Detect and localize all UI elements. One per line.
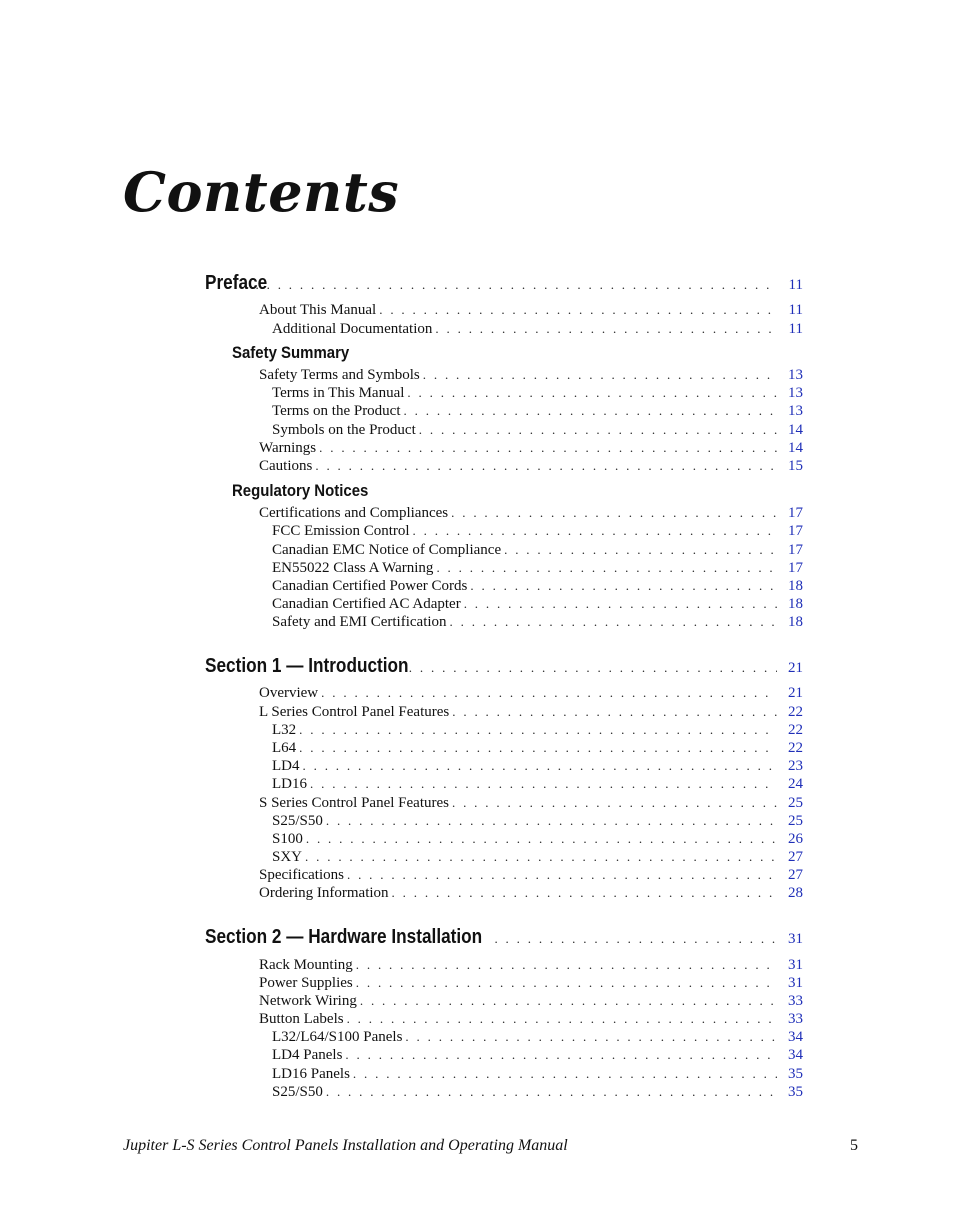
toc-subheading-regulatory-notices: Regulatory Notices bbox=[232, 481, 369, 500]
toc-entry[interactable] bbox=[272, 613, 803, 631]
toc-entry[interactable] bbox=[259, 884, 803, 902]
toc-entry[interactable] bbox=[272, 830, 803, 848]
dot-leader bbox=[344, 866, 777, 884]
page-link[interactable]: 26 bbox=[788, 831, 803, 847]
toc-label: Cautions bbox=[259, 458, 313, 474]
page-link[interactable]: 25 bbox=[788, 813, 803, 829]
dot-leader bbox=[448, 504, 777, 522]
toc-entry[interactable] bbox=[259, 866, 803, 884]
toc-label: LD4 bbox=[272, 758, 300, 774]
dot-leader bbox=[402, 1028, 777, 1046]
toc-label: Button Labels bbox=[259, 1011, 344, 1027]
dot-leader bbox=[401, 402, 777, 420]
toc-entry[interactable] bbox=[272, 559, 803, 577]
toc-entry[interactable] bbox=[272, 421, 803, 439]
toc-label: S25/S50 bbox=[272, 813, 323, 829]
toc-label: FCC Emission Control bbox=[272, 523, 410, 539]
page-link[interactable]: 27 bbox=[788, 849, 803, 865]
page-link[interactable]: 31 bbox=[788, 957, 803, 973]
toc-entry[interactable] bbox=[272, 320, 803, 338]
toc-label: Safety Terms and Symbols bbox=[259, 367, 420, 383]
toc-entry[interactable] bbox=[259, 457, 803, 475]
toc-label: SXY bbox=[272, 849, 303, 865]
dot-leader bbox=[501, 541, 777, 559]
page-link[interactable]: 33 bbox=[788, 993, 803, 1009]
page-link[interactable]: 11 bbox=[788, 321, 803, 337]
toc-label: Section 1 — Introduction bbox=[205, 657, 409, 677]
page-link[interactable]: 21 bbox=[788, 660, 803, 676]
toc-label: Rack Mounting bbox=[259, 957, 353, 973]
page-link[interactable]: 18 bbox=[788, 596, 803, 612]
toc-label: L32/L64/S100 Panels bbox=[272, 1029, 403, 1045]
toc-entry[interactable] bbox=[259, 703, 803, 721]
toc-entry[interactable] bbox=[272, 384, 803, 402]
toc-label: S100 bbox=[272, 831, 303, 847]
toc-entry[interactable] bbox=[272, 757, 803, 775]
dot-leader bbox=[316, 439, 777, 457]
page-link[interactable]: 17 bbox=[788, 542, 803, 558]
page-link[interactable]: 31 bbox=[788, 931, 803, 947]
dot-leader bbox=[323, 812, 777, 830]
page-link[interactable]: 24 bbox=[788, 776, 803, 792]
toc-label: Section 2 — Hardware Installation bbox=[205, 928, 483, 948]
page-link[interactable]: 28 bbox=[788, 885, 803, 901]
toc-entry[interactable] bbox=[272, 1046, 803, 1064]
toc-label: Safety and EMI Certification bbox=[272, 614, 447, 630]
dot-leader bbox=[312, 457, 777, 475]
page-link[interactable]: 21 bbox=[788, 685, 803, 701]
dot-leader bbox=[447, 613, 777, 631]
dot-leader bbox=[432, 320, 777, 338]
page-link[interactable]: 17 bbox=[788, 560, 803, 576]
page-link[interactable]: 15 bbox=[788, 458, 803, 474]
dot-leader bbox=[389, 884, 777, 902]
toc-entry[interactable] bbox=[259, 992, 803, 1010]
footer-page-number: 5 bbox=[850, 1137, 858, 1154]
page-link[interactable]: 35 bbox=[788, 1066, 803, 1082]
page-link[interactable]: 23 bbox=[788, 758, 803, 774]
toc-label: S25/S50 bbox=[272, 1084, 323, 1100]
dot-leader bbox=[342, 1046, 777, 1064]
dot-leader bbox=[376, 301, 777, 319]
toc-label: Certifications and Compliances bbox=[259, 505, 449, 521]
page-link[interactable]: 34 bbox=[788, 1029, 803, 1045]
dot-leader bbox=[296, 739, 777, 757]
page-link[interactable]: 34 bbox=[788, 1047, 803, 1063]
dot-leader bbox=[303, 830, 777, 848]
dot-leader bbox=[318, 684, 777, 702]
toc-heading-preface[interactable] bbox=[205, 274, 803, 294]
toc-label: Canadian EMC Notice of Compliance bbox=[272, 542, 502, 558]
page-link[interactable]: 18 bbox=[788, 614, 803, 630]
toc-subheading-safety-summary: Safety Summary bbox=[232, 343, 350, 362]
dot-leader bbox=[449, 703, 777, 721]
toc-label: S Series Control Panel Features bbox=[259, 795, 449, 811]
page-link[interactable]: 27 bbox=[788, 867, 803, 883]
page-link[interactable]: 13 bbox=[788, 367, 803, 383]
toc-label: Network Wiring bbox=[259, 993, 357, 1009]
page-link[interactable]: 17 bbox=[788, 505, 803, 521]
dot-leader bbox=[461, 595, 777, 613]
toc-label: Terms on the Product bbox=[272, 403, 401, 419]
page-link[interactable]: 33 bbox=[788, 1011, 803, 1027]
page-link[interactable]: 35 bbox=[788, 1084, 803, 1100]
toc-entry[interactable] bbox=[272, 775, 803, 793]
toc-entry[interactable] bbox=[259, 794, 803, 812]
page-link[interactable]: 13 bbox=[788, 403, 803, 419]
dot-leader bbox=[353, 956, 777, 974]
toc-entry[interactable] bbox=[259, 301, 803, 319]
dot-leader bbox=[323, 1083, 777, 1101]
toc-label: Canadian Certified Power Cords bbox=[272, 578, 468, 594]
toc-heading-section-1[interactable] bbox=[205, 657, 803, 677]
dot-leader bbox=[296, 721, 777, 739]
toc-label: L64 bbox=[272, 740, 297, 756]
toc-label: Symbols on the Product bbox=[272, 422, 416, 438]
page-link[interactable]: 11 bbox=[788, 277, 803, 293]
dot-leader bbox=[357, 992, 777, 1010]
toc-entry[interactable] bbox=[259, 504, 803, 522]
toc-label: Preface bbox=[205, 274, 268, 294]
page-link[interactable]: 14 bbox=[788, 440, 803, 456]
toc-label: LD16 bbox=[272, 776, 307, 792]
toc-entry[interactable] bbox=[272, 1083, 803, 1101]
toc-label: Specifications bbox=[259, 867, 344, 883]
dot-leader bbox=[491, 930, 777, 948]
dot-leader bbox=[241, 276, 777, 294]
page-link[interactable]: 13 bbox=[788, 385, 803, 401]
toc-entry[interactable] bbox=[272, 739, 803, 757]
toc-entry[interactable] bbox=[272, 541, 803, 559]
dot-leader bbox=[416, 421, 777, 439]
dot-leader bbox=[433, 559, 777, 577]
dot-leader bbox=[350, 1065, 777, 1083]
page-link[interactable]: 14 bbox=[788, 422, 803, 438]
toc-entry[interactable] bbox=[272, 577, 803, 595]
dot-leader bbox=[300, 757, 778, 775]
page-link[interactable]: 22 bbox=[788, 704, 803, 720]
toc-label: LD4 Panels bbox=[272, 1047, 343, 1063]
toc-entry[interactable] bbox=[259, 684, 803, 702]
page-link[interactable]: 11 bbox=[788, 302, 803, 318]
toc-label: Warnings bbox=[259, 440, 317, 456]
toc-label: Ordering Information bbox=[259, 885, 389, 901]
dot-leader bbox=[353, 974, 777, 992]
page-link[interactable]: 17 bbox=[788, 523, 803, 539]
toc-label: L32 bbox=[272, 722, 297, 738]
dot-leader bbox=[406, 659, 777, 677]
toc-label: About This Manual bbox=[259, 302, 377, 318]
dot-leader bbox=[467, 577, 777, 595]
toc-label: EN55022 Class A Warning bbox=[272, 560, 434, 576]
dot-leader bbox=[344, 1010, 777, 1028]
dot-leader bbox=[449, 794, 777, 812]
toc-entry[interactable] bbox=[272, 402, 803, 420]
toc-entry[interactable] bbox=[272, 522, 803, 540]
toc-label: Canadian Certified AC Adapter bbox=[272, 596, 461, 612]
dot-leader bbox=[410, 522, 777, 540]
page-link[interactable]: 25 bbox=[788, 795, 803, 811]
dot-leader bbox=[420, 366, 777, 384]
page-link[interactable]: 22 bbox=[788, 740, 803, 756]
toc-heading-section-2[interactable] bbox=[205, 928, 803, 948]
toc-entry[interactable] bbox=[259, 1010, 803, 1028]
footer-manual-title: Jupiter L-S Series Control Panels Installation and Operating Manual bbox=[123, 1137, 568, 1154]
toc-entry[interactable] bbox=[272, 1065, 803, 1083]
toc-entry[interactable] bbox=[272, 721, 803, 739]
dot-leader bbox=[302, 848, 777, 866]
page-title: Contents bbox=[123, 160, 400, 224]
dot-leader bbox=[307, 775, 777, 793]
toc-entry[interactable] bbox=[259, 439, 803, 457]
page-link[interactable]: 18 bbox=[788, 578, 803, 594]
page-link[interactable]: 31 bbox=[788, 975, 803, 991]
toc-entry[interactable] bbox=[272, 595, 803, 613]
toc-label: LD16 Panels bbox=[272, 1066, 350, 1082]
toc-entry[interactable] bbox=[259, 366, 803, 384]
toc-label: Overview bbox=[259, 685, 319, 701]
toc-entry[interactable] bbox=[259, 974, 803, 992]
toc-entry[interactable] bbox=[272, 812, 803, 830]
toc-entry[interactable] bbox=[259, 956, 803, 974]
toc-label: Power Supplies bbox=[259, 975, 353, 991]
page-link[interactable]: 22 bbox=[788, 722, 803, 738]
dot-leader bbox=[404, 384, 777, 402]
toc-entry[interactable] bbox=[272, 1028, 803, 1046]
toc-label: Terms in This Manual bbox=[272, 385, 405, 401]
toc-label: L Series Control Panel Features bbox=[259, 704, 450, 720]
toc-label: Additional Documentation bbox=[272, 321, 433, 337]
toc-entry[interactable] bbox=[272, 848, 803, 866]
